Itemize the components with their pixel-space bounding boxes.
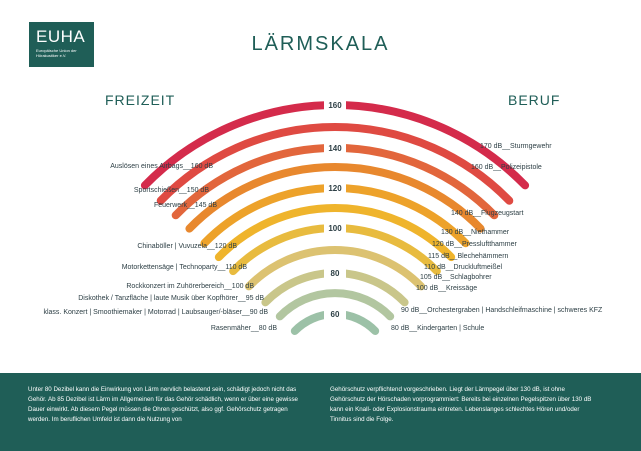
- level-label: 100: [328, 224, 342, 233]
- right-label: 160 dB__Polizeipistole: [471, 164, 542, 171]
- right-label: 130 dB__Niethammer: [441, 229, 510, 236]
- left-label: Auslösen eines Airbags__160 dB: [110, 163, 213, 170]
- right-label: 105 dB__Schlagbohrer: [420, 274, 492, 281]
- right-label: 80 dB__Kindergarten | Schule: [391, 325, 485, 332]
- left-label: Diskothek / Tanzfläche | laute Musik über Kopfhörer__95 dB: [78, 295, 264, 302]
- left-label: Feuerwerk__145 dB: [153, 202, 217, 209]
- level-label: 140: [328, 144, 342, 153]
- right-label: 90 dB__Orchestergraben | Handschleifmaschine | schweres KFZ: [401, 307, 603, 314]
- right-label: 100 dB__Kreissäge: [416, 285, 478, 292]
- heading-freizeit: FREIZEIT: [105, 92, 176, 108]
- level-label: 60: [330, 310, 340, 319]
- logo-title: EUHA: [36, 27, 86, 46]
- info-panel: [0, 373, 641, 451]
- left-label: klass. Konzert | Smoothiemaker | Motorrad | Laubsauger/-bläser__90 dB: [43, 309, 268, 316]
- info-text-right: Gehörschutz verpflichtend vorgeschrieben. Liegt der Lärmpegel über 130 dB, ist ohne Gehörschutz der Hörschaden vorprogrammiert: Bereits bei einzelnen Pegelspitzen über 130 dB kann ein Knall- oder Explosionstrauma eintreten. Lebenslanges schlechtes Hören und/oder Tinnitus sind die Folge.: [330, 386, 592, 423]
- heading-beruf: BERUF: [508, 92, 561, 108]
- left-label: Rockkonzert im Zuhörerbereich__100 dB: [126, 283, 254, 290]
- right-label: 110 dB__Druckluftmeißel: [424, 264, 503, 271]
- left-label: Motorkettensäge | Technoparty__110 dB: [121, 264, 247, 271]
- page-title: LÄRMSKALA: [251, 33, 390, 55]
- level-label: 160: [328, 101, 342, 110]
- level-label: 80: [330, 269, 340, 278]
- left-label: Rasenmäher__80 dB: [210, 325, 277, 332]
- right-label: 170 dB__Sturmgewehr: [480, 143, 552, 150]
- logo-subtitle: Europäische Union der Hörakustiker e.V.: [36, 48, 77, 58]
- left-label: Sportschießen__150 dB: [133, 187, 209, 194]
- right-label: 140 dB__Flugzeugstart: [451, 210, 524, 217]
- info-text-left: Unter 80 Dezibel kann die Einwirkung von Lärm nervlich belastend sein, schädigt jedoch nicht das Gehör. Ab 85 Dezibel ist Lärm im Allgemeinen für das Gehör schädlich, wenn er über eine gewisse Dauer einwirkt. Ab diesem Pegel müssen die Ohren geschützt, also ggf. Gehörschutz getragen werden. Im beruflichen Umfeld ist dann die Nutzung von: [28, 386, 298, 423]
- right-label: 120 dB__Pressluftthammer: [432, 241, 517, 248]
- left-label: Chinaböller | Vuvuzela__120 dB: [137, 243, 237, 250]
- right-label: 115 dB__Blechehämmern: [428, 253, 509, 260]
- level-label: 120: [328, 184, 342, 193]
